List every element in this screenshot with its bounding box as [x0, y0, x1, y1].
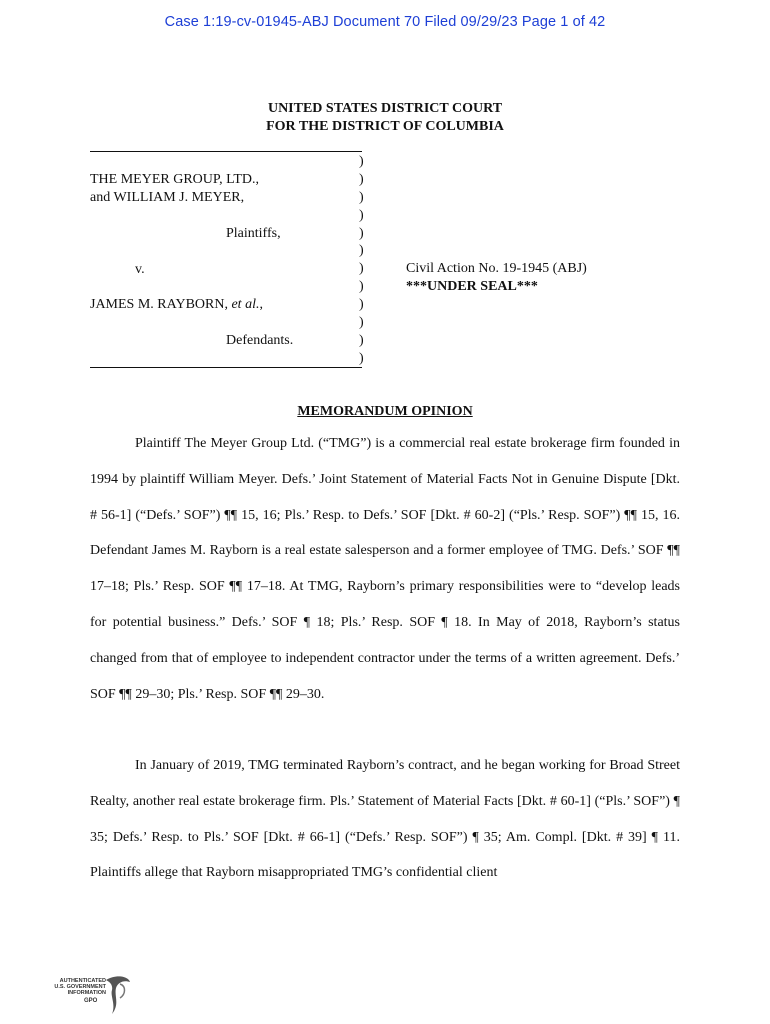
gpo-line: AUTHENTICATED: [59, 978, 106, 984]
paren: ): [359, 189, 364, 205]
eagle-icon: [102, 974, 132, 1018]
paren: ): [359, 315, 364, 331]
gpo-label: GPO: [84, 998, 98, 1004]
court-district: FOR THE DISTRICT OF COLUMBIA: [266, 119, 504, 134]
paren: ): [359, 154, 364, 169]
plaintiff-name-2: and WILLIAM J. MEYER,: [90, 190, 245, 205]
paren: ): [359, 350, 364, 366]
court-heading: [0, 100, 770, 136]
gpo-logo-text: [44, 978, 106, 997]
opinion-paragraph-1: [90, 426, 680, 712]
paren: ): [359, 332, 364, 348]
paren: ): [359, 225, 364, 241]
paren: ): [359, 297, 364, 313]
paren: ): [359, 243, 364, 259]
defendant-name-text: JAMES M. RAYBORN,: [90, 297, 232, 312]
civil-action-number: Civil Action No. 19-1945 (ABJ): [406, 261, 587, 276]
defendant-etal: et al.: [231, 297, 260, 312]
gpo-line: INFORMATION: [67, 990, 106, 997]
paren: ): [359, 261, 364, 277]
paragraph-text: Plaintiff The Meyer Group Ltd. (“TMG”) is a commercial real estate brokerage firm founded in 1994 by plaintiff William Meyer. Defs.’ Joint Statement of Material Facts Not in Genuine Dispute [Dkt. # 56-1] (“Defs.’ SOF”) ¶¶ 15, 16; Pls.’ Resp. to Defs.’ SOF [Dkt. # 60-2] (“Pls.’ Resp. SOF”) ¶¶ 15, 16. Defendant James M. Rayborn is a real estate salesperson and a former employee of TMG. Defs.’ SOF ¶¶ 17–18; Pls.’ Resp. SOF ¶¶ 17–18. At TMG, Rayborn’s primary responsibilities were to “develop leads for potential business.” Defs.’ SOF ¶ 18; Pls.’ Resp. SOF ¶ 18. In May of 2018, Rayborn’s status changed from that of employee to independent contractor under the terms of a written agreement. Defs.’ SOF ¶¶ 29–30; Pls.’ Resp. SOF ¶¶ 29–30.: [90, 436, 680, 702]
plaintiffs-label: Plaintiffs,: [226, 226, 281, 241]
caption-paren-column: [359, 153, 369, 368]
paren: ): [359, 279, 364, 295]
seal-notice: ***UNDER SEAL***: [406, 279, 538, 294]
case-header: Case 1:19-cv-01945-ABJ Document 70 Filed 09/29/23 Page 1 of 42: [164, 14, 606, 30]
memorandum-title: MEMORANDUM OPINION: [297, 404, 473, 419]
gpo-authentication-logo: [44, 974, 134, 1018]
gpo-line: U.S. GOVERNMENT: [54, 984, 106, 991]
defendants-label: Defendants.: [226, 333, 294, 348]
case-info: [406, 260, 587, 296]
defendant-name: [90, 296, 263, 314]
paren: ): [359, 171, 364, 187]
caption-top-rule: [90, 151, 362, 152]
opinion-paragraph-2: [90, 748, 680, 891]
paren: ): [359, 207, 364, 223]
caption-bottom-rule: [90, 367, 362, 368]
court-name: UNITED STATES DISTRICT COURT: [267, 101, 503, 116]
paragraph-text: In January of 2019, TMG terminated Rayborn’s contract, and he began working for Broad Street Realty, another real estate brokerage firm. Pls.’ Statement of Material Facts [Dkt. # 60-1] (“Pls.’ SOF”) ¶ 35; Defs.’ Resp. to Pls.’ SOF [Dkt. # 66-1] (“Defs.’ Resp. SOF”) ¶ 35; Am. Compl. [Dkt. # 39] ¶ 11. Plaintiffs allege that Rayborn misappropriated TMG’s confidential client: [90, 758, 680, 881]
versus-label: v.: [135, 262, 145, 277]
plaintiff-name: THE MEYER GROUP, LTD.,: [90, 172, 260, 187]
defendant-comma: ,: [259, 297, 263, 312]
